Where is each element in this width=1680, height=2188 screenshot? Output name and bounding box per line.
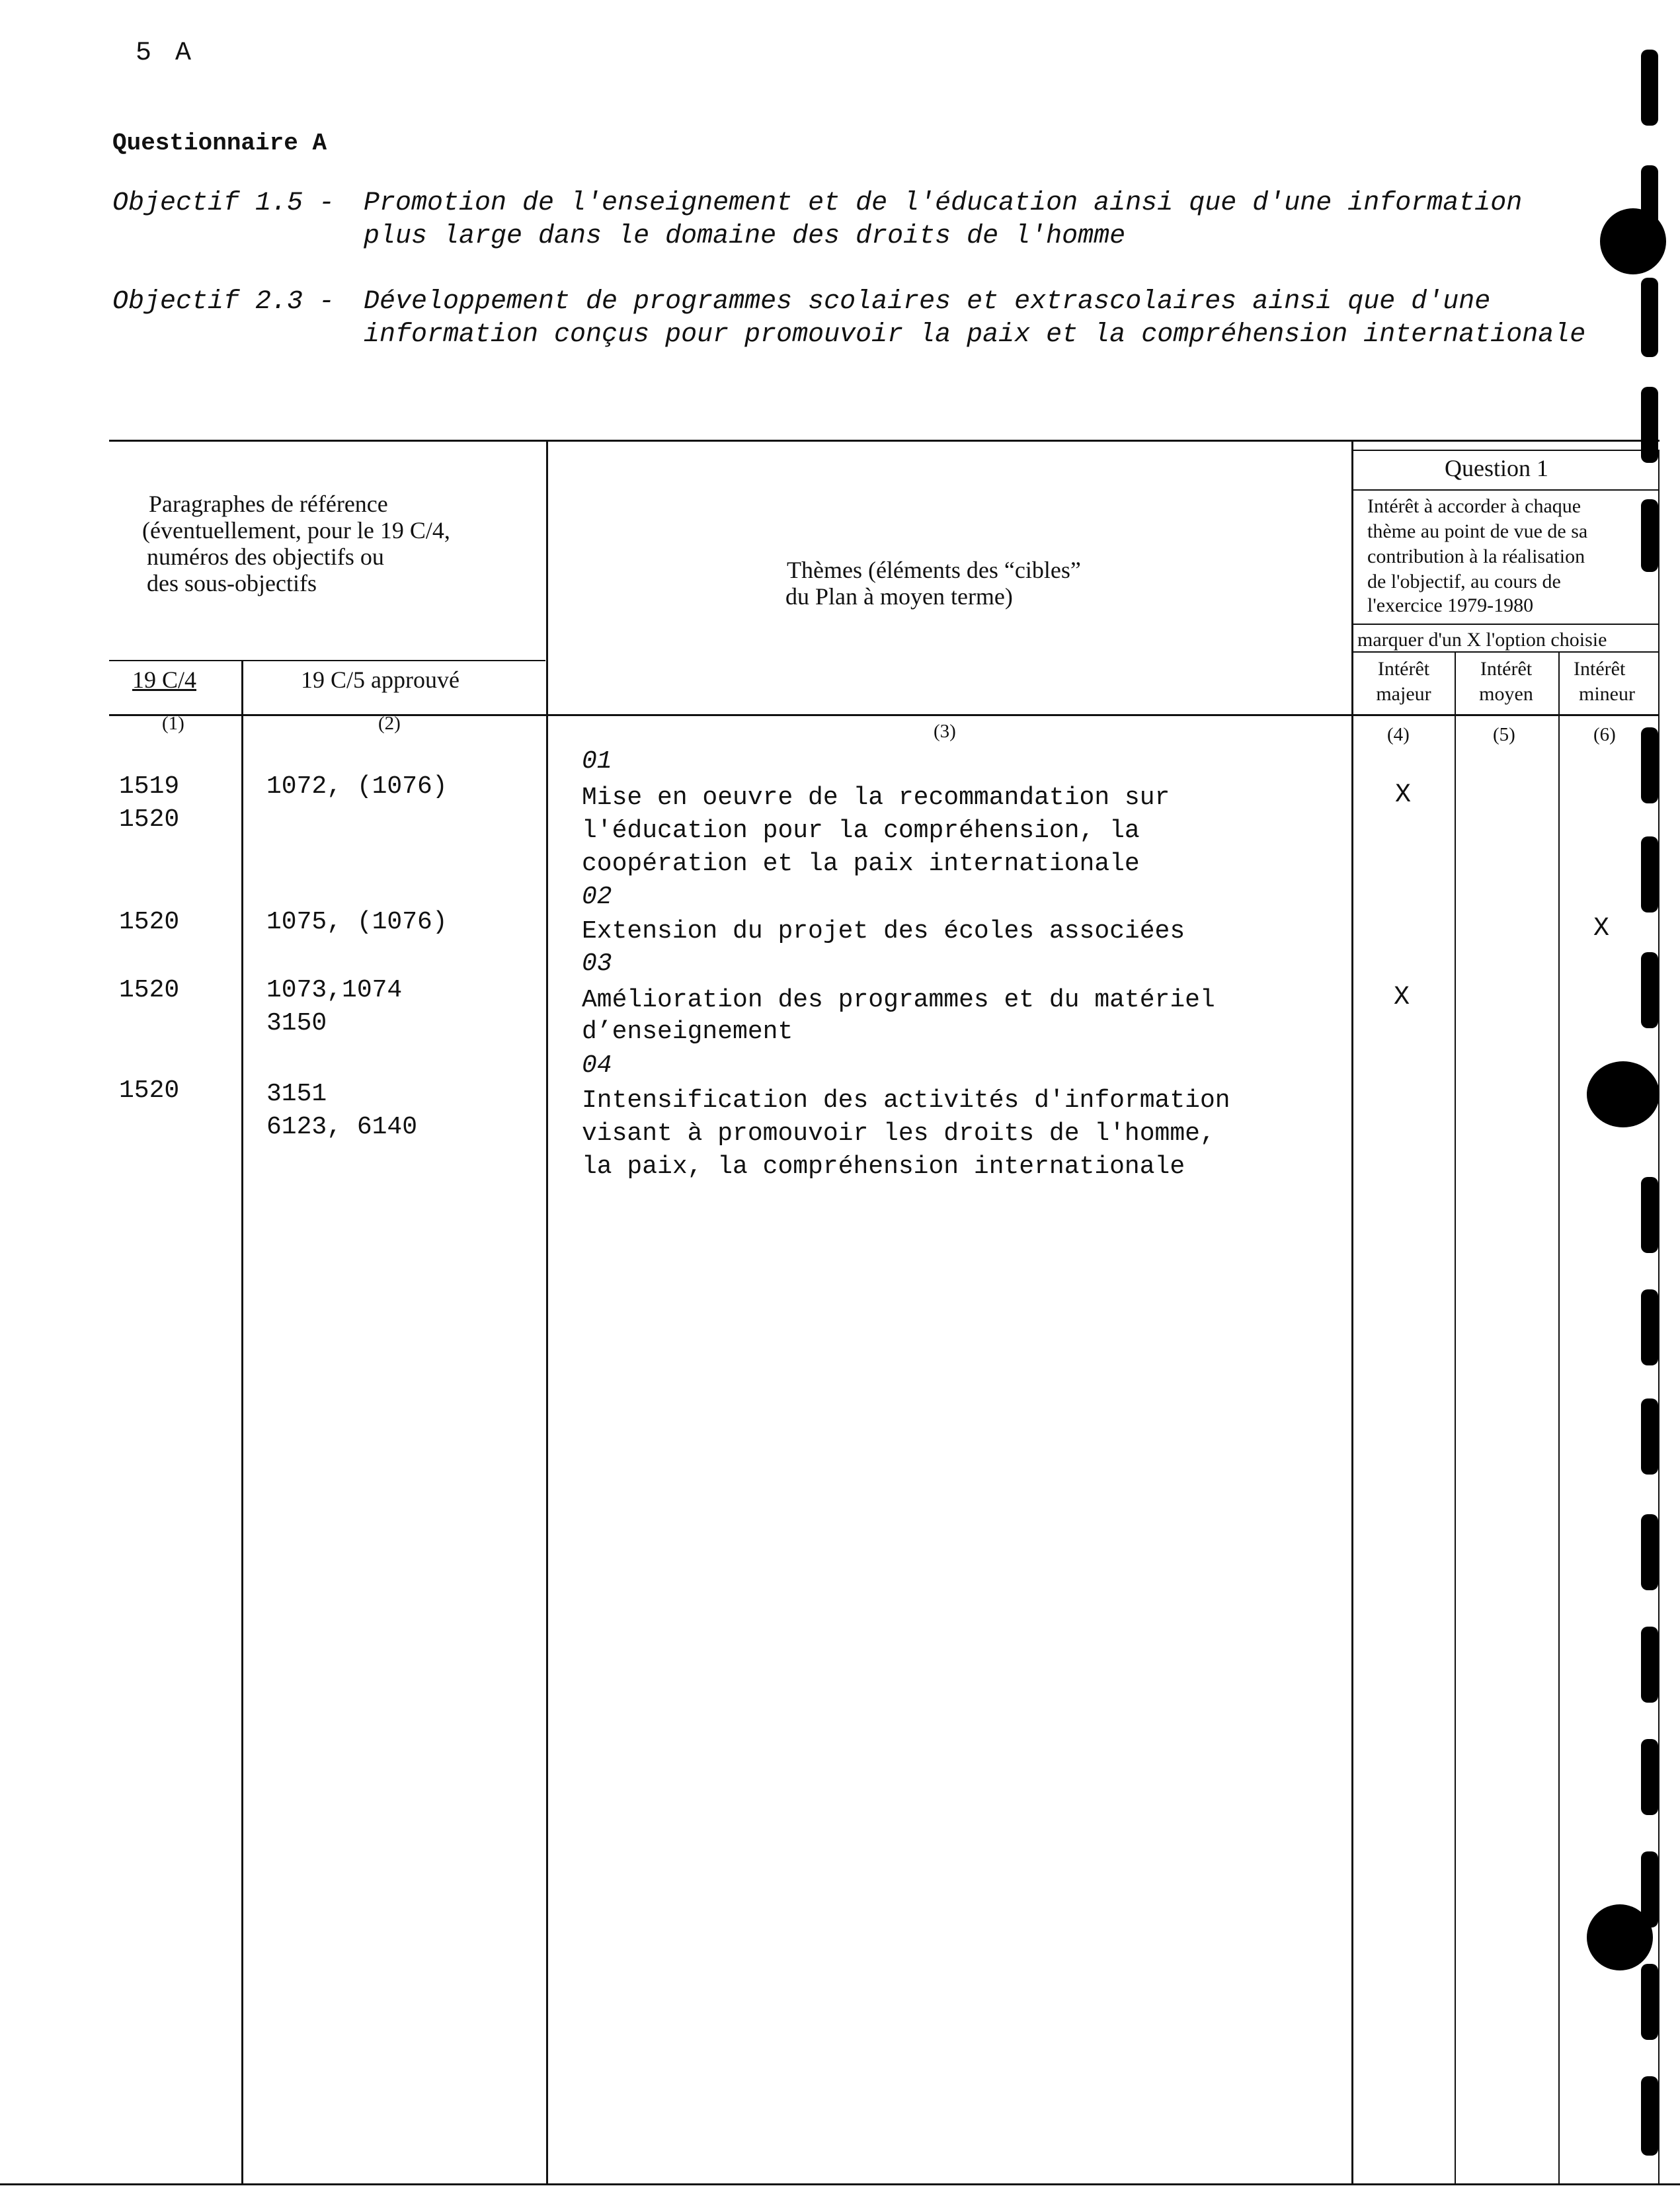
theme-text: Amélioration des programmes et du matériel	[582, 986, 1215, 1014]
objective-label: Objectif 1.5 -	[112, 188, 335, 218]
ref-header-line3: numéros des objectifs ou	[147, 544, 384, 570]
col5-divider	[1558, 651, 1560, 2183]
ref-header-line4: des sous-objectifs	[147, 570, 317, 596]
c5-ref: 3150	[266, 1009, 327, 1037]
theme-text: coopération et la paix internationale	[582, 850, 1140, 878]
c5-ref: 1072, (1076)	[266, 772, 448, 801]
c4-ref: 1520	[119, 976, 180, 1004]
col-number-3: (3)	[934, 721, 956, 742]
binder-clip-mark	[1641, 1964, 1658, 2040]
question-desc-line1: Intérêt à accorder à chaque	[1367, 495, 1581, 517]
question-desc-rule	[1353, 624, 1660, 625]
header-bottom-rule	[109, 714, 1660, 716]
question-desc-line3: contribution à la réalisation	[1367, 546, 1585, 567]
objective-label: Objectif 2.3 -	[112, 287, 335, 317]
col-number-2: (2)	[378, 713, 401, 734]
binder-clip-mark	[1641, 1739, 1658, 1815]
questionnaire-title: Questionnaire A	[112, 130, 327, 157]
c5-ref: 1075, (1076)	[266, 908, 448, 936]
col2-header: 19 C/5 approuvé	[301, 667, 460, 693]
objective-text-line2: plus large dans le domaine des droits de l'homme	[364, 222, 1126, 251]
question-box-top	[1353, 450, 1660, 451]
ref-header-line2: (éventuellement, pour le 19 C/4,	[142, 517, 450, 544]
c4-ref: 1520	[119, 805, 180, 834]
question-desc-line2: thème au point de vue de sa	[1367, 520, 1588, 542]
binder-clip-mark	[1641, 1627, 1658, 1703]
c4-ref: 1520	[119, 1076, 180, 1105]
binder-clip-mark	[1641, 1514, 1658, 1590]
interest-major-line1: Intérêt	[1377, 658, 1430, 680]
table-top-rule	[109, 440, 1660, 442]
binder-hole-mark	[1600, 208, 1666, 274]
question-desc-line5: l'exercice 1979-1980	[1367, 594, 1534, 616]
theme-text: Intensification des activités d'information	[582, 1086, 1230, 1115]
objective-2-3	[112, 286, 1586, 350]
theme-text: la paix, la compréhension internationale	[582, 1153, 1185, 1181]
binder-clip-mark	[1641, 1289, 1658, 1365]
theme-text: visant à promouvoir les droits de l'homme,	[582, 1119, 1215, 1148]
objective-text-line1: Promotion de l'enseignement et de l'éducation ainsi que d'une information	[364, 188, 1523, 218]
interest-medium-line1: Intérêt	[1480, 658, 1533, 680]
c5-ref: 1073,1074	[266, 976, 403, 1004]
interest-minor-line2: mineur	[1579, 684, 1635, 705]
objective-text-line2: information conçus pour promouvoir la paix et la compréhension internationale	[364, 320, 1586, 350]
theme-text: l'éducation pour la compréhension, la	[582, 817, 1140, 845]
theme-number: 01	[582, 747, 612, 776]
theme-number: 03	[582, 950, 612, 978]
col1-header: 19 C/4	[132, 667, 197, 693]
table-bottom-rule	[0, 2183, 1680, 2185]
col-number-1: (1)	[162, 713, 184, 734]
mark-instruction: marquer d'un X l'option choisie	[1357, 629, 1607, 651]
themes-header-line1: Thèmes (éléments des “cibles”	[787, 557, 1081, 583]
question-desc-line4: de l'objectif, au cours de	[1367, 571, 1561, 592]
question-header: Question 1	[1445, 455, 1548, 481]
col3-divider	[1351, 440, 1353, 2183]
binder-clip-mark	[1641, 952, 1658, 1028]
objective-text-line1: Développement de programmes scolaires et extrascolaires ainsi que d'une	[364, 287, 1491, 317]
table-right-edge	[1658, 450, 1660, 2183]
col1-divider	[241, 660, 243, 2183]
c4-ref: 1520	[119, 908, 180, 936]
mark-minor: X	[1593, 914, 1610, 944]
binder-clip-mark	[1641, 836, 1658, 912]
c5-ref: 6123, 6140	[266, 1113, 418, 1141]
interest-medium-line2: moyen	[1479, 683, 1533, 705]
mark-major: X	[1394, 983, 1410, 1012]
c4-ref: 1519	[119, 772, 180, 801]
binder-clip-mark	[1641, 1177, 1658, 1253]
binder-clip-mark	[1641, 387, 1658, 463]
ref-header-line1: Paragraphes de référence	[149, 491, 388, 517]
binder-clip-mark	[1641, 499, 1658, 572]
binder-hole-mark	[1587, 1061, 1660, 1127]
binder-hole-mark	[1587, 1904, 1653, 1970]
col-number-5: (5)	[1493, 724, 1515, 745]
theme-number: 02	[582, 883, 612, 911]
binder-clip-mark	[1641, 278, 1658, 357]
binder-clip-mark	[1641, 1398, 1658, 1475]
theme-text: Extension du projet des écoles associées	[582, 917, 1185, 946]
instruction-rule	[1353, 651, 1660, 653]
binder-clip-mark	[1641, 2076, 1658, 2156]
col4-divider	[1455, 651, 1456, 2183]
c5-ref: 3151	[266, 1080, 327, 1108]
col-number-6: (6)	[1593, 724, 1616, 745]
col-number-4: (4)	[1387, 724, 1410, 745]
ref-sub-rule	[109, 660, 545, 661]
themes-header-line2: du Plan à moyen terme)	[785, 583, 1013, 610]
binder-clip-mark	[1641, 50, 1658, 126]
question-box-rule	[1353, 489, 1660, 491]
objective-1-5	[112, 187, 1523, 251]
interest-major-line2: majeur	[1376, 683, 1431, 705]
binder-clip-mark	[1641, 727, 1658, 803]
interest-minor-line1: Intérêt	[1574, 659, 1626, 680]
col2-divider	[546, 440, 548, 2183]
page-number: 5 A	[136, 38, 196, 68]
mark-major: X	[1395, 780, 1412, 810]
theme-text: Mise en oeuvre de la recommandation sur	[582, 784, 1170, 812]
theme-number: 04	[582, 1051, 612, 1080]
theme-text: d’enseignement	[582, 1018, 793, 1046]
